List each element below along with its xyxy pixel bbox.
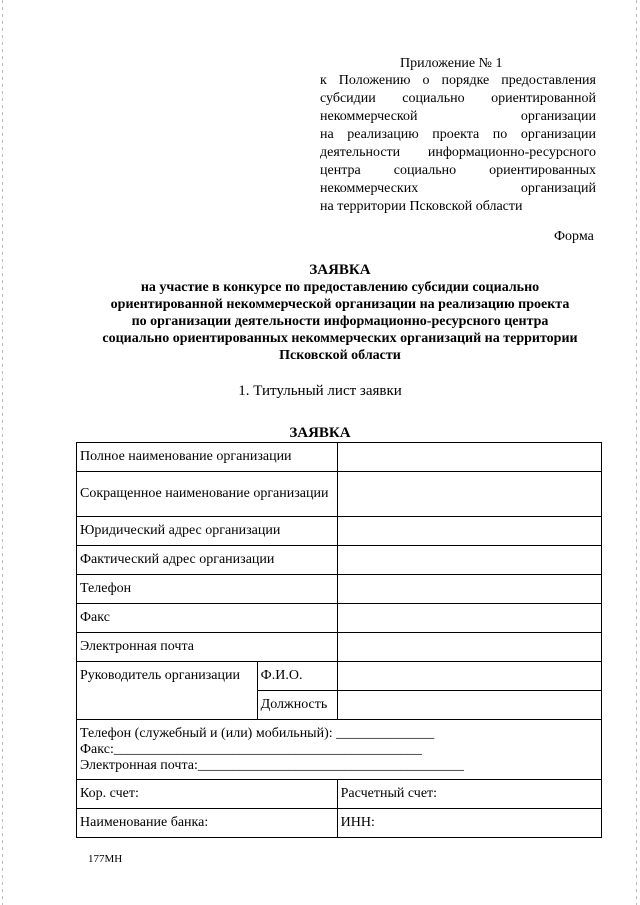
email-field[interactable] [337,633,601,662]
settlement-account-field[interactable]: Расчетный счет: [337,780,601,809]
footer-code: 177МН [88,853,123,865]
table-row [77,517,602,546]
appendix-line: на реализацию проекта по организации [320,127,596,142]
form-title: ЗАЯВКА [289,425,351,441]
appendix-line: деятельности информационно-ресурсного [320,145,596,160]
appendix-line: центра социально ориентированных [320,163,596,178]
appendix-text [320,72,596,216]
table-row [77,443,602,472]
section-title: 1. Титульный лист заявки [238,383,402,399]
short-name-field[interactable] [337,472,601,517]
fax-label: Факс [77,604,338,633]
contact-email-line[interactable]: Электронная почта:______________________________________ [80,757,464,773]
table-row [77,720,602,780]
appendix-line: некоммерческой организации [320,109,596,124]
phone-field[interactable] [337,575,601,604]
corr-account-field[interactable]: Кор. счет: [77,780,338,809]
table-row [77,546,602,575]
table-row [77,780,602,809]
heading-line: ориентированной некоммерческой организации на реализацию проекта [110,297,570,312]
table-row [77,633,602,662]
appendix-line: некоммерческих организаций [320,181,596,196]
bank-name-field[interactable]: Наименование банка: [77,809,338,838]
position-field[interactable] [337,691,601,720]
table-row [77,575,602,604]
position-label: Должность [257,691,337,720]
full-name-label: Полное наименование организации [77,443,338,472]
full-name-field[interactable] [337,443,601,472]
contact-phone-line[interactable]: Телефон (служебный и (или) мобильный): ______________ [80,725,435,741]
document-heading [60,262,620,364]
heading-line: по организации деятельности информационно-ресурсного центра [131,314,549,329]
application-table [76,442,602,838]
fio-field[interactable] [337,662,601,691]
appendix-line: на территории Псковской области [320,199,523,214]
inn-field[interactable]: ИНН: [337,809,601,838]
table-row [77,604,602,633]
scan-edge-right [636,0,637,905]
table-row [77,809,602,838]
email-label: Электронная почта [77,633,338,662]
table-row [77,472,602,517]
appendix-line: субсидии социально ориентированной [320,91,596,106]
scan-edge-left [2,0,3,905]
heading-title: ЗАЯВКА [309,262,371,278]
actual-address-field[interactable] [337,546,601,575]
legal-address-field[interactable] [337,517,601,546]
fio-label: Ф.И.О. [257,662,337,691]
legal-address-label: Юридический адрес организации [77,517,338,546]
form-label: Форма [554,229,594,244]
actual-address-label: Фактический адрес организации [77,546,338,575]
heading-line: социально ориентированных некоммерческих организаций на территории [102,331,578,346]
fax-field[interactable] [337,604,601,633]
short-name-label: Сокращенное наименование организации [77,472,338,517]
appendix-line: к Положению о порядке предоставления [320,73,596,88]
table-row [77,662,602,691]
heading-line: на участие в конкурсе по предоставлению субсидии социально [140,280,540,295]
head-label: Руководитель организации [77,662,258,720]
contact-fax-line[interactable]: Факс:____________________________________________ [80,741,422,757]
appendix-title: Приложение № 1 [400,56,503,71]
phone-label: Телефон [77,575,338,604]
contacts-cell [77,720,602,780]
heading-line: Псковской области [279,348,401,363]
